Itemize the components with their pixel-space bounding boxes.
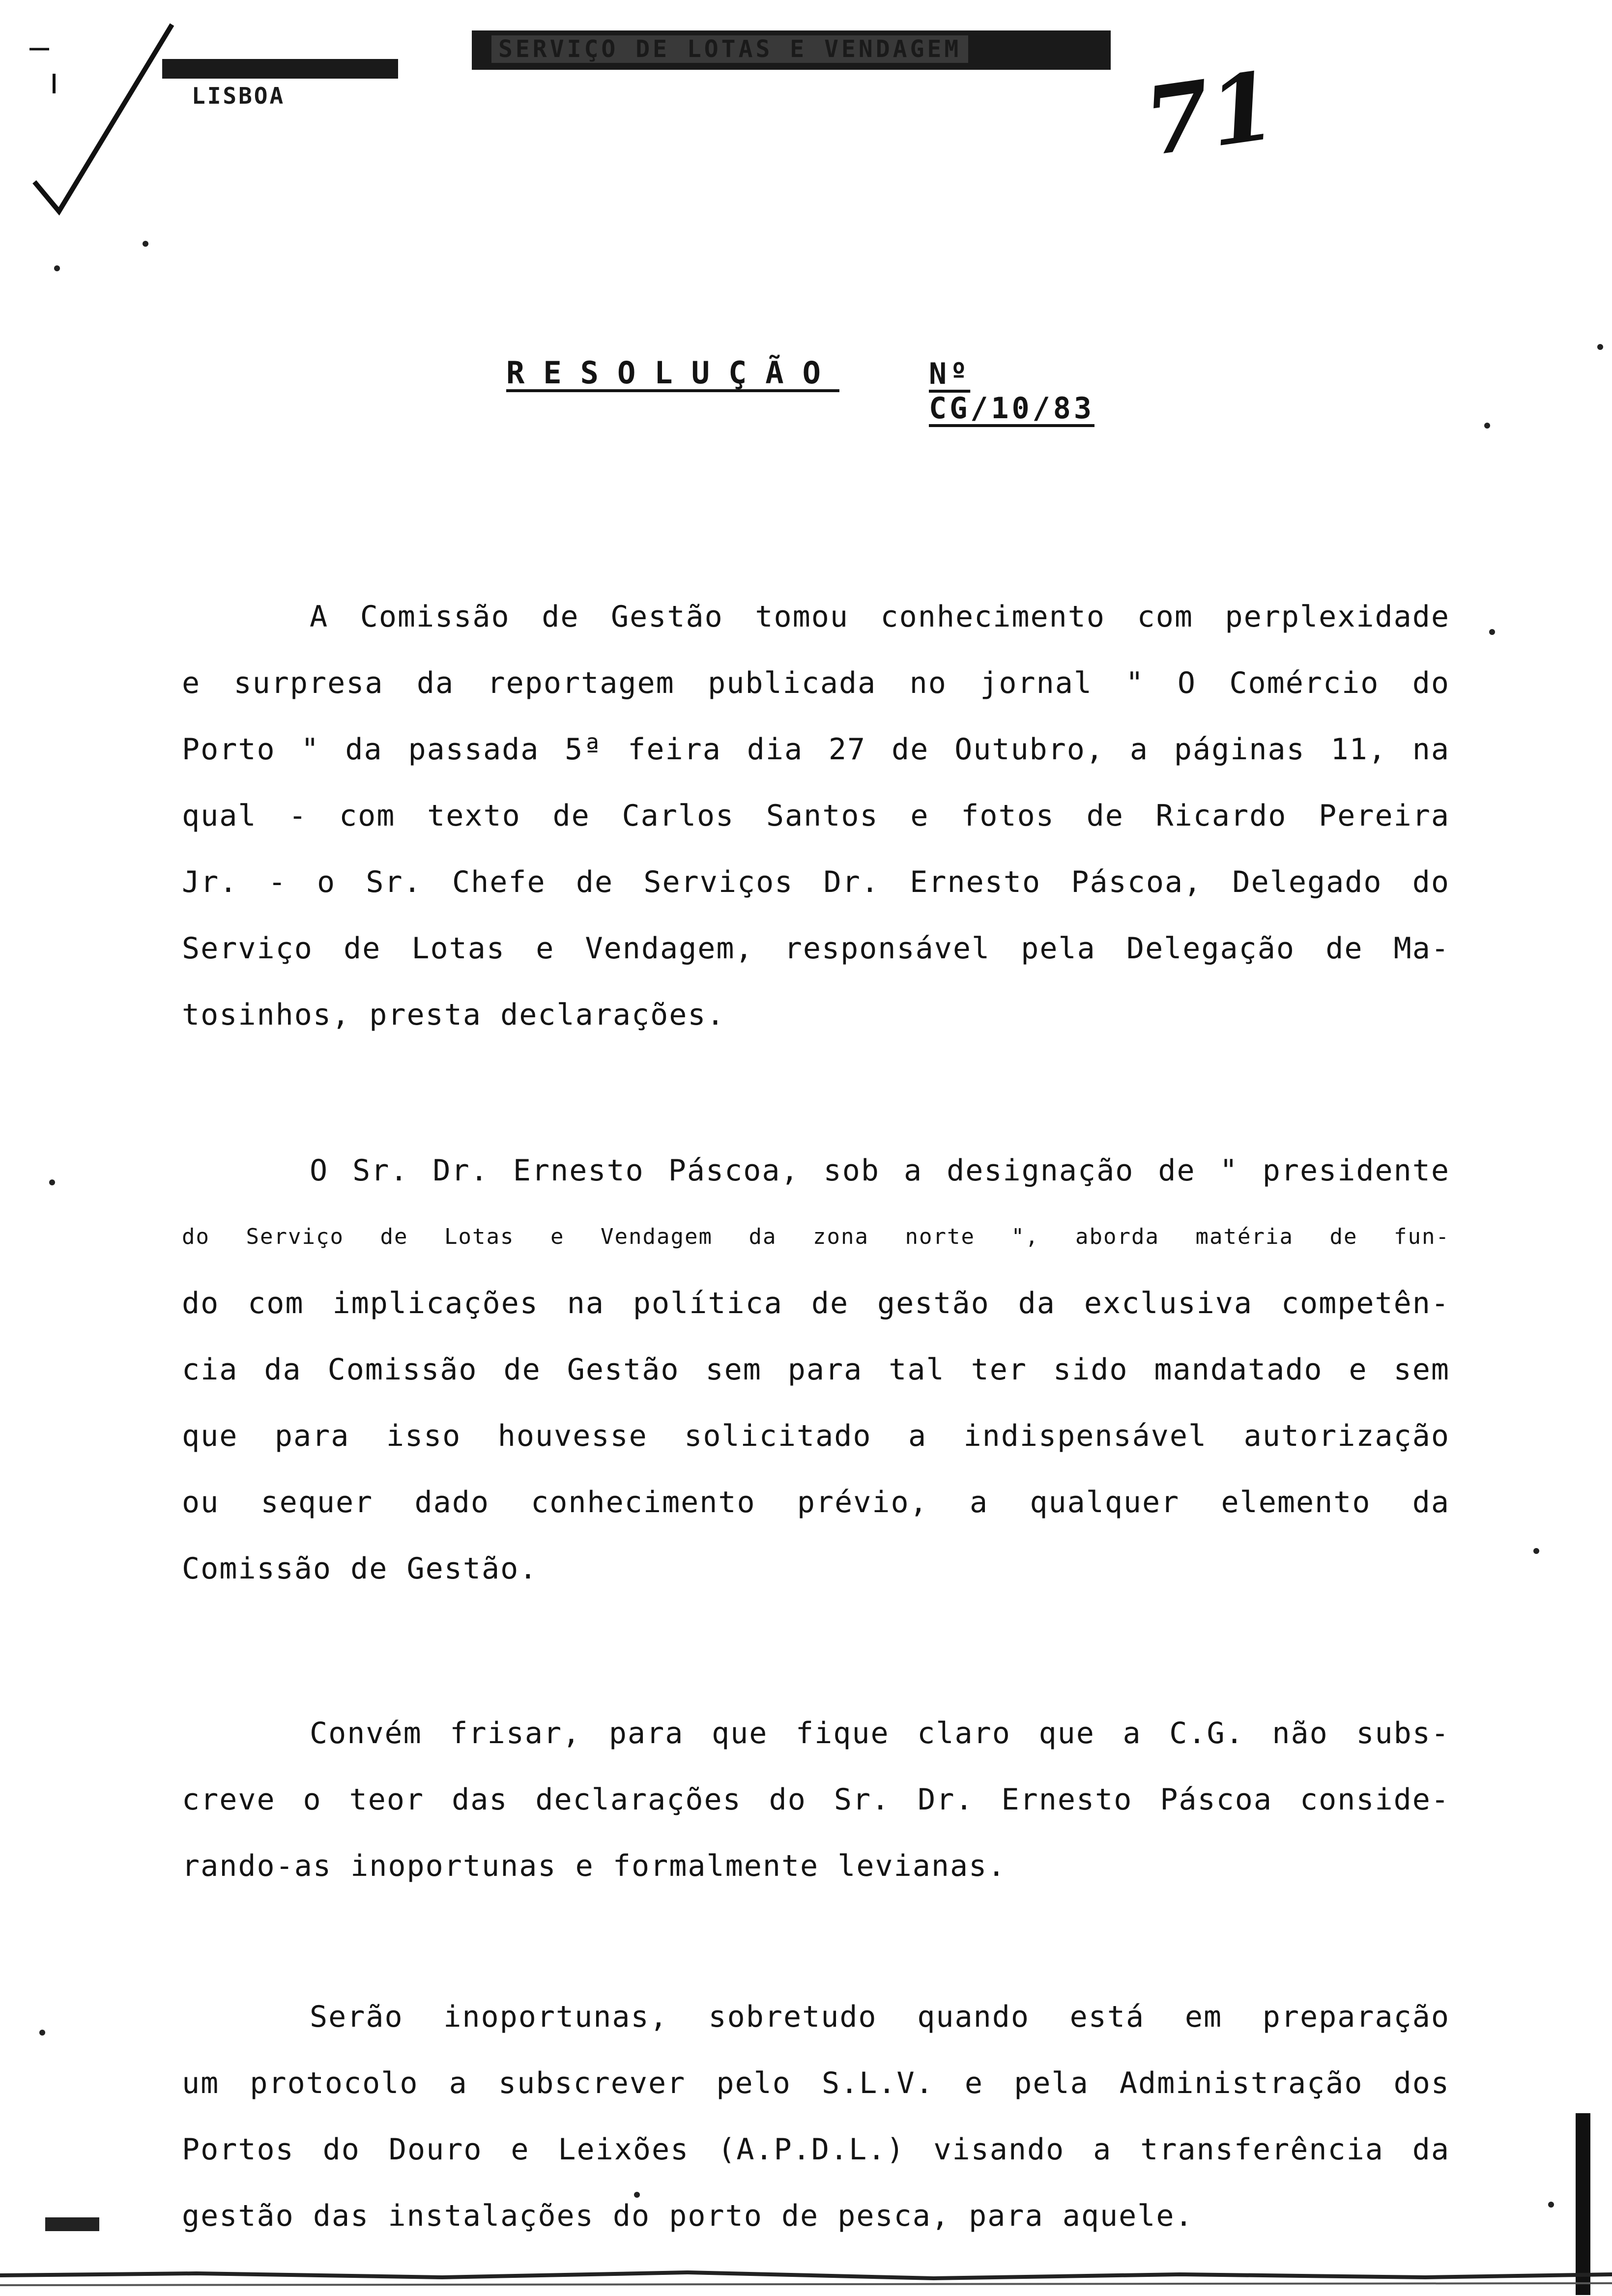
text-line: um protocolo a subscrever pelo S.L.V. e pela Administração dos: [182, 2066, 1450, 2100]
text-line: Jr. - o Sr. Chefe de Serviços Dr. Ernesto Páscoa, Delegado do: [182, 865, 1450, 899]
text-line: e surpresa da reportagem publicada no jornal " O Comércio do: [182, 666, 1450, 700]
text-line: gestão das instalações do porto de pesca, para aquele.: [182, 2199, 1194, 2233]
scan-speck: [1548, 2202, 1554, 2208]
text-line: Porto " da passada 5ª feira dia 27 de Outubro, a páginas 11, na: [182, 732, 1450, 767]
scan-speck: [1533, 1548, 1539, 1554]
resolution-body: [182, 590, 1450, 2255]
letterhead-city: LISBOA: [192, 83, 286, 109]
title-number: Nº CG/10/83: [929, 357, 1094, 426]
scan-speck: [1489, 629, 1495, 635]
text-line: rando-as inoportunas e formalmente levianas.: [182, 1849, 1007, 1883]
scan-speck: [1597, 344, 1603, 350]
letterhead-banner: [472, 30, 1111, 70]
text-line: do Serviço de Lotas e Vendagem da zona norte ", aborda matéria de fun-: [182, 1224, 1450, 1249]
text-line: Comissão de Gestão.: [182, 1551, 538, 1586]
scan-speck: [54, 265, 60, 271]
text-line: Serão inoportunas, sobretudo quando está em preparação: [310, 2000, 1450, 2034]
paragraph-3: [182, 1706, 1450, 1905]
text-line: creve o teor das declarações do Sr. Dr. Ernesto Páscoa conside-: [182, 1782, 1450, 1817]
letterhead-org-line: SERVIÇO DE LOTAS E VENDAGEM: [491, 35, 968, 63]
scan-speck: [634, 2192, 640, 2198]
corner-stroke-mark: [29, 20, 177, 216]
text-line: O Sr. Dr. Ernesto Páscoa, sob a designação de " presidente: [310, 1153, 1450, 1188]
text-line: do com implicações na política de gestão da exclusiva competên-: [182, 1286, 1450, 1320]
text-line: tosinhos, presta declarações.: [182, 998, 725, 1032]
page-mark: [45, 2217, 99, 2231]
text-line: A Comissão de Gestão tomou conhecimento com perplexidade: [310, 600, 1450, 634]
scan-speck: [39, 2030, 45, 2036]
paragraph-4: [182, 1990, 1450, 2255]
letterhead-org-block: [162, 59, 398, 79]
title-word: RESOLUÇÃO: [506, 355, 839, 391]
paragraph-1: [182, 590, 1450, 1054]
text-line: cia da Comissão de Gestão sem para tal ter sido mandatado e sem: [182, 1352, 1450, 1387]
text-line: Convém frisar, para que fique claro que a C.G. não subs-: [310, 1716, 1450, 1751]
scan-edge-bottom: [0, 2261, 1612, 2290]
text-line: qual - com texto de Carlos Santos e fotos de Ricardo Pereira: [182, 799, 1450, 833]
text-line: ou sequer dado conhecimento prévio, a qualquer elemento da: [182, 1485, 1450, 1520]
scan-speck: [1484, 423, 1490, 429]
resolution-title: [506, 355, 1155, 426]
text-line: que para isso houvesse solicitado a indispensável autorização: [182, 1419, 1450, 1453]
scan-speck: [143, 241, 148, 247]
folio-number: 71: [1138, 50, 1282, 177]
text-line: Portos do Douro e Leixões (A.P.D.L.) visando a transferência da: [182, 2132, 1450, 2167]
scan-speck: [49, 1179, 55, 1185]
paragraph-2: [182, 1144, 1450, 1608]
text-line: Serviço de Lotas e Vendagem, responsável pela Delegação de Ma-: [182, 931, 1450, 966]
